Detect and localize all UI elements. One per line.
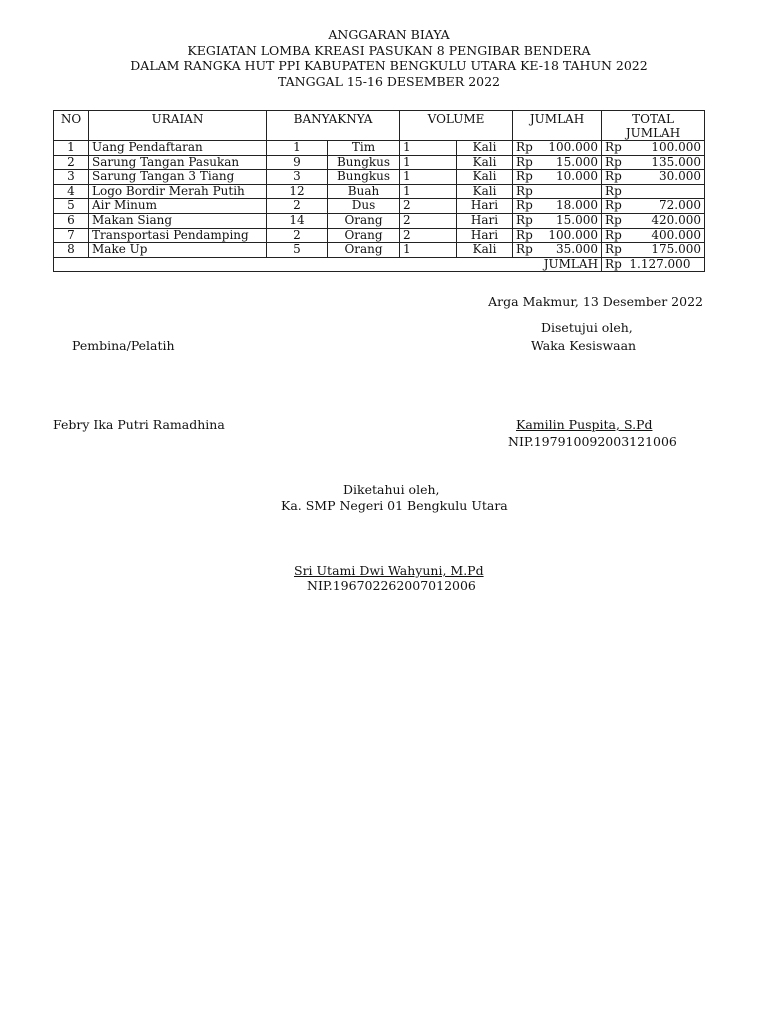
row-jumlah <box>513 184 602 199</box>
row-total <box>602 184 705 199</box>
row-jumlah <box>513 141 602 156</box>
table-row <box>54 141 705 156</box>
row-unit: Dus <box>328 199 400 214</box>
row-unit: Orang <box>328 228 400 243</box>
table-row <box>54 199 705 214</box>
row-volume: 2 <box>400 199 457 214</box>
table-row <box>54 228 705 243</box>
document-header <box>0 27 768 89</box>
table-total-row <box>54 257 705 272</box>
document-subtitle-event: DALAM RANGKA HUT PPI KABUPATEN BENGKULU UTARA KE-18 TAHUN 2022 <box>130 58 648 73</box>
currency-label: Rp <box>605 140 622 154</box>
row-total <box>602 243 705 258</box>
row-qty: 9 <box>267 155 328 170</box>
document-subtitle-date: TANGGAL 15-16 DESEMBER 2022 <box>277 73 501 89</box>
currency-label: Rp <box>516 242 533 257</box>
row-volume-unit: Hari <box>457 199 513 214</box>
row-unit: Orang <box>328 213 400 228</box>
row-jumlah-value: 15.000 <box>556 213 599 227</box>
row-jumlah <box>513 228 602 243</box>
row-no: 5 <box>54 199 89 214</box>
currency-label: Rp <box>605 228 622 242</box>
row-jumlah-value: 10.000 <box>556 169 599 184</box>
row-total <box>602 213 705 228</box>
row-total-value: 135.000 <box>651 155 702 169</box>
row-volume-unit: Kali <box>457 141 513 156</box>
right-signer-name: Kamilin Puspita, S.Pd <box>516 417 653 432</box>
grand-total: Rp 1.127.000 <box>602 257 705 272</box>
bottom-signer-nip: NIP.196702262007012006 <box>307 578 476 593</box>
row-volume-unit: Kali <box>457 155 513 170</box>
row-jumlah-value: 35.000 <box>556 242 599 257</box>
bottom-signer-role: Ka. SMP Negeri 01 Bengkulu Utara <box>281 498 508 513</box>
row-unit: Bungkus <box>328 170 400 185</box>
col-header-no: NO <box>54 111 89 141</box>
total-label: JUMLAH <box>54 257 602 272</box>
row-total <box>602 228 705 243</box>
row-total <box>602 141 705 156</box>
row-qty: 2 <box>267 228 328 243</box>
place-date: Arga Makmur, 13 Desember 2022 <box>488 294 703 309</box>
row-volume: 2 <box>400 228 457 243</box>
row-jumlah-value: 100.000 <box>548 228 599 242</box>
table-row <box>54 213 705 228</box>
row-jumlah <box>513 213 602 228</box>
row-uraian: Logo Bordir Merah Putih <box>89 184 267 199</box>
row-volume-unit: Kali <box>457 170 513 185</box>
right-signer-role: Waka Kesiswaan <box>531 338 637 353</box>
table-row <box>54 155 705 170</box>
row-uraian: Makan Siang <box>89 213 267 228</box>
currency-label: Rp <box>516 140 533 154</box>
row-unit: Tim <box>328 141 400 156</box>
row-no: 2 <box>54 155 89 170</box>
row-jumlah-value: 100.000 <box>548 140 599 154</box>
col-header-total: TOTAL JUMLAH <box>602 111 705 141</box>
row-no: 8 <box>54 243 89 258</box>
currency-label: Rp <box>516 213 533 227</box>
row-total-value: 100.000 <box>651 140 702 154</box>
row-volume: 1 <box>400 141 457 156</box>
table-row <box>54 170 705 185</box>
row-uraian: Make Up <box>89 243 267 258</box>
row-jumlah <box>513 199 602 214</box>
row-jumlah-value: 18.000 <box>556 198 599 213</box>
row-jumlah <box>513 155 602 170</box>
left-signer-role: Pembina/Pelatih <box>72 338 175 353</box>
row-no: 1 <box>54 141 89 156</box>
row-volume: 1 <box>400 155 457 170</box>
currency-label: Rp <box>516 184 533 198</box>
row-total-value: 420.000 <box>651 213 702 227</box>
row-volume: 2 <box>400 213 457 228</box>
currency-label: Rp <box>605 198 622 213</box>
currency-label: Rp <box>516 228 533 242</box>
right-signer-nip: NIP.197910092003121006 <box>508 434 677 449</box>
row-qty: 12 <box>267 184 328 199</box>
document-title: ANGGARAN BIAYA <box>328 27 450 42</box>
row-unit: Orang <box>328 243 400 258</box>
bottom-known-label: Diketahui oleh, <box>343 482 440 497</box>
row-total-value: 72.000 <box>659 198 702 213</box>
row-uraian: Air Minum <box>89 199 267 214</box>
row-volume-unit: Kali <box>457 243 513 258</box>
row-unit: Buah <box>328 184 400 199</box>
row-uraian: Sarung Tangan 3 Tiang <box>89 170 267 185</box>
row-no: 3 <box>54 170 89 185</box>
table-row <box>54 243 705 258</box>
row-qty: 3 <box>267 170 328 185</box>
left-signer-name: Febry Ika Putri Ramadhina <box>53 417 225 432</box>
currency-label: Rp <box>605 155 622 169</box>
row-qty: 14 <box>267 213 328 228</box>
row-jumlah <box>513 243 602 258</box>
row-volume: 1 <box>400 170 457 185</box>
col-header-jumlah: JUMLAH <box>513 111 602 141</box>
row-total <box>602 199 705 214</box>
currency-label: Rp <box>605 184 622 198</box>
document-subtitle-activity: KEGIATAN LOMBA KREASI PASUKAN 8 PENGIBAR BENDERA <box>187 42 591 58</box>
row-qty: 5 <box>267 243 328 258</box>
right-approved-label: Disetujui oleh, <box>541 320 633 335</box>
currency-label: Rp <box>605 169 622 184</box>
row-jumlah <box>513 170 602 185</box>
row-jumlah-value: 15.000 <box>556 155 599 169</box>
row-total <box>602 170 705 185</box>
row-volume: 1 <box>400 243 457 258</box>
col-header-banyaknya: BANYAKNYA <box>267 111 400 141</box>
row-no: 4 <box>54 184 89 199</box>
table-header-row <box>54 111 705 141</box>
currency-label: Rp <box>605 213 622 227</box>
currency-label: Rp <box>516 155 533 169</box>
col-header-uraian: URAIAN <box>89 111 267 141</box>
row-volume-unit: Kali <box>457 184 513 199</box>
row-qty: 2 <box>267 199 328 214</box>
currency-label: Rp <box>516 198 533 213</box>
row-volume: 1 <box>400 184 457 199</box>
table-row <box>54 184 705 199</box>
row-total-value: 175.000 <box>651 242 702 257</box>
row-uraian: Sarung Tangan Pasukan <box>89 155 267 170</box>
row-total <box>602 155 705 170</box>
row-no: 6 <box>54 213 89 228</box>
row-total-value: 30.000 <box>659 169 702 184</box>
budget-table <box>53 110 705 272</box>
row-volume-unit: Hari <box>457 228 513 243</box>
row-total-value: 400.000 <box>651 228 702 242</box>
currency-label: Rp <box>516 169 533 184</box>
row-uraian: Transportasi Pendamping <box>89 228 267 243</box>
bottom-signer-name: Sri Utami Dwi Wahyuni, M.Pd <box>294 563 484 578</box>
row-unit: Bungkus <box>328 155 400 170</box>
row-uraian: Uang Pendaftaran <box>89 141 267 156</box>
row-qty: 1 <box>267 141 328 156</box>
col-header-volume: VOLUME <box>400 111 513 141</box>
row-no: 7 <box>54 228 89 243</box>
row-volume-unit: Hari <box>457 213 513 228</box>
currency-label: Rp <box>605 242 622 257</box>
